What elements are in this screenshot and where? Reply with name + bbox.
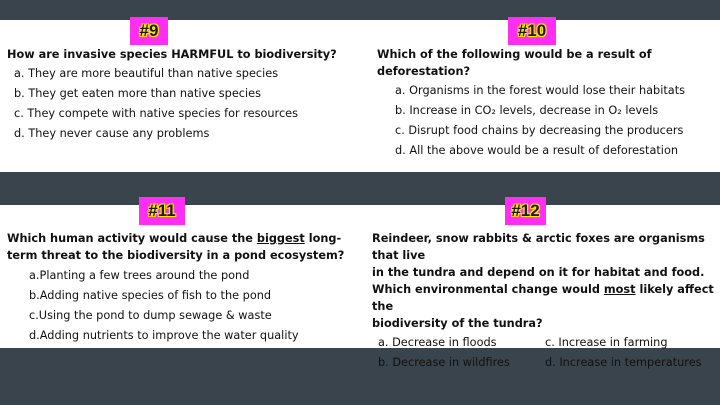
question-11-stem-emphasis: biggest xyxy=(256,232,305,245)
question-12 xyxy=(372,230,720,373)
question-9-option-d[interactable]: d. They never cause any problems xyxy=(14,127,210,140)
question-12-option-b[interactable]: b. Decrease in wildfires xyxy=(378,356,510,369)
question-10-tag: #10 xyxy=(508,17,556,45)
question-9-stem: How are invasive species HARMFUL to biodiversity? xyxy=(7,48,337,61)
question-10-option-c[interactable]: c. Disrupt food chains by decreasing the producers xyxy=(395,124,684,137)
question-9-tag: #9 xyxy=(130,17,168,45)
question-11-option-c[interactable]: c.Using the pond to dump sewage & waste xyxy=(29,309,272,322)
question-12-tag: #12 xyxy=(505,197,546,225)
question-12-stem-line4: biodiversity of the tundra? xyxy=(372,317,543,330)
question-12-stem-emphasis: most xyxy=(603,283,636,296)
question-9-option-a[interactable]: a. They are more beautiful than native species xyxy=(14,67,279,80)
question-11-option-a[interactable]: a.Planting a few trees around the pond xyxy=(29,269,250,282)
question-12-stem-line3-post: likely affect the xyxy=(372,283,714,313)
question-10-option-d[interactable]: d. All the above would be a result of deforestation xyxy=(395,144,679,157)
question-11-stem-line1-post: long- xyxy=(304,232,342,245)
question-10-stem: Which of the following would be a result of deforestation? xyxy=(377,48,652,78)
question-11 xyxy=(7,230,344,346)
question-11-stem-line2: term threat to the biodiversity in a pond ecosystem? xyxy=(7,249,345,262)
question-10-option-b[interactable]: b. Increase in CO₂ levels, decrease in O₂ levels xyxy=(395,104,659,117)
question-9-option-c[interactable]: c. They compete with native species for resources xyxy=(14,107,298,120)
question-9-option-b[interactable]: b. They get eaten more than native species xyxy=(14,87,261,100)
question-11-stem-line1-pre: Which human activity would cause the xyxy=(7,232,257,245)
question-12-option-a[interactable]: a. Decrease in floods xyxy=(378,336,497,349)
question-11-option-b[interactable]: b.Adding native species of fish to the pond xyxy=(29,289,272,302)
question-9 xyxy=(7,46,337,144)
question-11-option-d[interactable]: d.Adding nutrients to improve the water quality xyxy=(29,329,299,342)
question-12-option-c[interactable]: c. Increase in farming xyxy=(545,336,668,349)
question-12-stem-line2: in the tundra and depend on it for habitat and food. xyxy=(372,266,705,279)
question-12-stem-line1: Reindeer, snow rabbits & arctic foxes are organisms that live xyxy=(372,232,705,262)
question-12-option-d[interactable]: d. Increase in temperatures xyxy=(545,356,702,369)
question-11-tag: #11 xyxy=(139,197,185,225)
question-10-option-a[interactable]: a. Organisms in the forest would lose their habitats xyxy=(395,84,686,97)
question-12-stem-line3-pre: Which environmental change would xyxy=(372,283,604,296)
question-12-stem xyxy=(372,230,720,332)
question-10 xyxy=(377,46,720,161)
question-11-stem xyxy=(7,230,344,264)
